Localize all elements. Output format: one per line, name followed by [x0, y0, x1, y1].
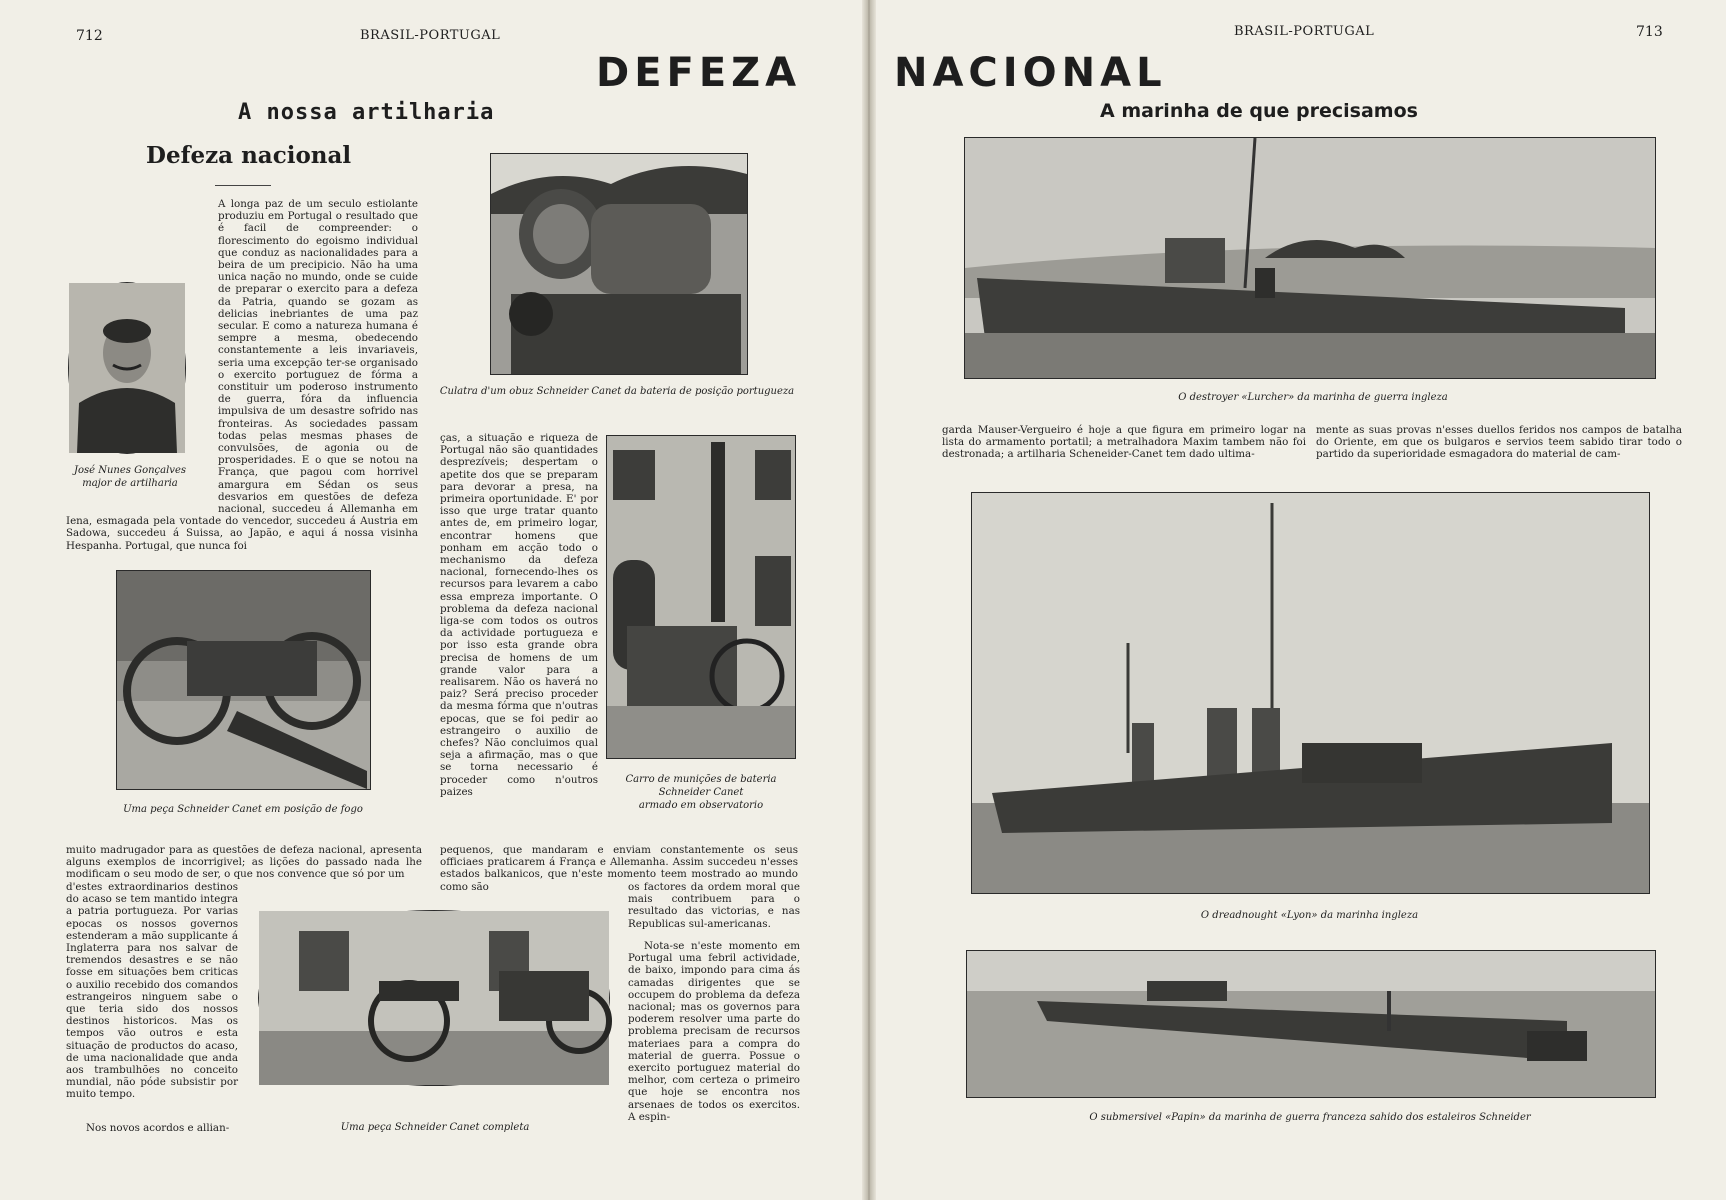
col2-bottom-text: [628, 881, 800, 930]
submersivel-photo: [966, 950, 1656, 1098]
title-rule: [215, 185, 271, 186]
col2-bottom2-paragraph: Nota-se n'este momento em Portugal uma febril actividade, de baixo, impondo para cima ás camadas dirigentes que se occupem do problema da defeza nacional; mas os governos para poderem resolver uma parte do problema precisam de recursos materiaes para a compra do material de guerra. Possue o exercito portuguez material do melhor, com certeza o primeiro que hoje se encontra nos arsenaes de todos os exercitos. A espin-: [628, 940, 800, 1123]
right-text-col2: mente as suas provas n'esses duellos feridos nos campos de batalha do Oriente, em que os bulgaros e servios teem sabido tirar todo o partido da superioridade esmagadora do material de cam-: [1316, 424, 1682, 461]
intro-paragraph: A longa paz de um seculo estiolante produziu em Portugal o resultado que é facil de compreender: o florescimento do egoismo individual que conduz as nacionalidades para a beira de um precipicio. Não ha uma unica nação no mundo, onde se cuide de preparar o exercito para a defeza da Patria, quando se gozam as delicias inebriantes de uma paz secular. E como a natureza humana é sempre a mesma, obedecendo constantemente a leis invariaveis, seria uma excepção ter-se organisado o exercito portuguez de fórma a constituir um poderoso instrumento de guerra, fóra da influencia impulsiva de um desastre sofrido nas fronteiras. As sociedades passam todas pelas mesmas phases de convulsões, de agonia ou de prosperidades. E o que se notou na França, que pagou com horrivel amargura em Sédan os seus desvarios em questões de defeza nacional, succedeu á Allemanha em Iena, esmagada pela vontade do vencedor, succedeu á Austria em Sadowa, succedeu á Suissa, ao Japão, e aqui á nossa visinha Hespanha. Portugal, que nunca foi: [66, 198, 418, 552]
destroyer-photo: [964, 137, 1656, 379]
culatra-photo: [490, 153, 748, 375]
col2-bottom2-text: [628, 940, 800, 1136]
caption-peca-completa: Uma peça Schneider Canet completa: [340, 1122, 530, 1133]
caption-destroyer: O destroyer «Lurcher» da marinha de guerra ingleza: [1178, 392, 1448, 403]
article-title: Defeza nacional: [146, 142, 352, 169]
dreadnought-photo: [971, 492, 1650, 894]
col1-wide-text: muito madrugador para as questões de defeza nacional, apresenta alguns exemplos de incorrigivel; as lições do passado nada lhe modificam o seu modo de ser, o que nos convence que só por um: [66, 844, 422, 881]
caption-carro-3: armado em observatorio: [638, 800, 764, 811]
page-number: 712: [76, 28, 103, 44]
caption-dreadnought: O dreadnought «Lyon» da marinha ingleza: [1200, 910, 1419, 921]
banner-left: DEFEZA: [596, 50, 802, 96]
caption-submersivel: O submersivel «Papin» da marinha de guerra franceza sahido dos estaleiros Schneider: [1089, 1112, 1531, 1123]
page-number: 713: [1636, 24, 1663, 40]
portrait-caption-rank: major de artilharia: [82, 478, 178, 489]
binding-gutter: [862, 0, 876, 1200]
banner-right: NACIONAL: [894, 50, 1167, 96]
section-title: A nossa artilharia: [238, 100, 495, 125]
col2-paragraph: ças, a situação e riqueza de Portugal não são quantidades desprezíveis; despertam o apetite dos que se preparam para devorar a presa, na primeira oportunidade. E' por isso que urge tratar quanto antes de, em primeiro logar, encontrar homens que ponham em acção todo o mechanismo da defeza nacional, fornecendo-lhes os recursos para levarem a cabo essa empreza importante. O problema da defeza nacional liga-se com todos os outros da actividade portugueza e por isso esta grande obra precisa de homens de um grande valor para a realisarem. Não os haverá no paiz? Será preciso proceder da mesma fórma que n'outras epocas, que se foi pedir ao estrangeiro o auxilio de chefes? Não concluimos qual seja a afirmação, mas o que se torna necessario é proceder como n'outros paizes: [440, 432, 598, 798]
right-page: [868, 0, 1726, 1200]
carro-municoes-photo: [606, 435, 796, 759]
portrait-caption-name: José Nunes Gonçalves: [73, 465, 187, 476]
caption-carro-1: Carro de munições de bateria: [625, 774, 777, 785]
col1-last-line: Nos novos acordos e allian-: [86, 1122, 230, 1134]
peca-completa-photo: [258, 910, 610, 1086]
portrait-photo: [68, 282, 186, 454]
caption-carro-2: Schneider Canet: [658, 787, 744, 798]
right-text-col1: garda Mauser-Vergueiro é hoje a que figura em primeiro logar na lista do armamento portatil; a metralhadora Maxim tambem não foi destronada; a artilharia Scheneider-Canet tem dado ultima-: [942, 424, 1306, 461]
running-head: BRASIL-PORTUGAL: [360, 28, 501, 43]
col2-text: [440, 432, 598, 848]
section-title: A marinha de que precisamos: [1100, 100, 1418, 122]
peca-fogo-photo: [116, 570, 371, 790]
col1-narrow-text: [66, 881, 238, 1119]
col1-narrow-paragraph: d'estes extraordinarios destinos do acaso se tem mantido integra a patria portugueza. Por varias epocas os nossos governos estenderam a mão supplicante á Inglaterra para nos salvar de tremendos desastres e se não fosse em situações bem criticas o auxilio recebido dos comandos estrangeiros ninguem sabe o que teria sido dos nossos destinos historicos. Mas os tempos vão outros e esta situação de productos do acaso, de uma nacionalidade que anda aos trambulhões no conceito mundial, não póde subsistir por muito tempo.: [66, 881, 238, 1101]
running-head: BRASIL-PORTUGAL: [1234, 24, 1375, 39]
caption-peca-fogo: Uma peça Schneider Canet em posição de fogo: [123, 804, 363, 815]
col2-bottom-paragraph: os factores da ordem moral que mais contribuem para o resultado das victorias, e nas Republicas sul-americanas.: [628, 881, 800, 930]
col2-wide-text: pequenos, que mandaram e enviam constantemente os seus officiaes praticarem á França e Allemanha. Assim succedeu n'esses estados balkanicos, que n'este momento teem mostrado ao mundo como são: [440, 844, 798, 893]
caption-culatra: Culatra d'um obuz Schneider Canet da bateria de posição portugueza: [439, 386, 795, 397]
